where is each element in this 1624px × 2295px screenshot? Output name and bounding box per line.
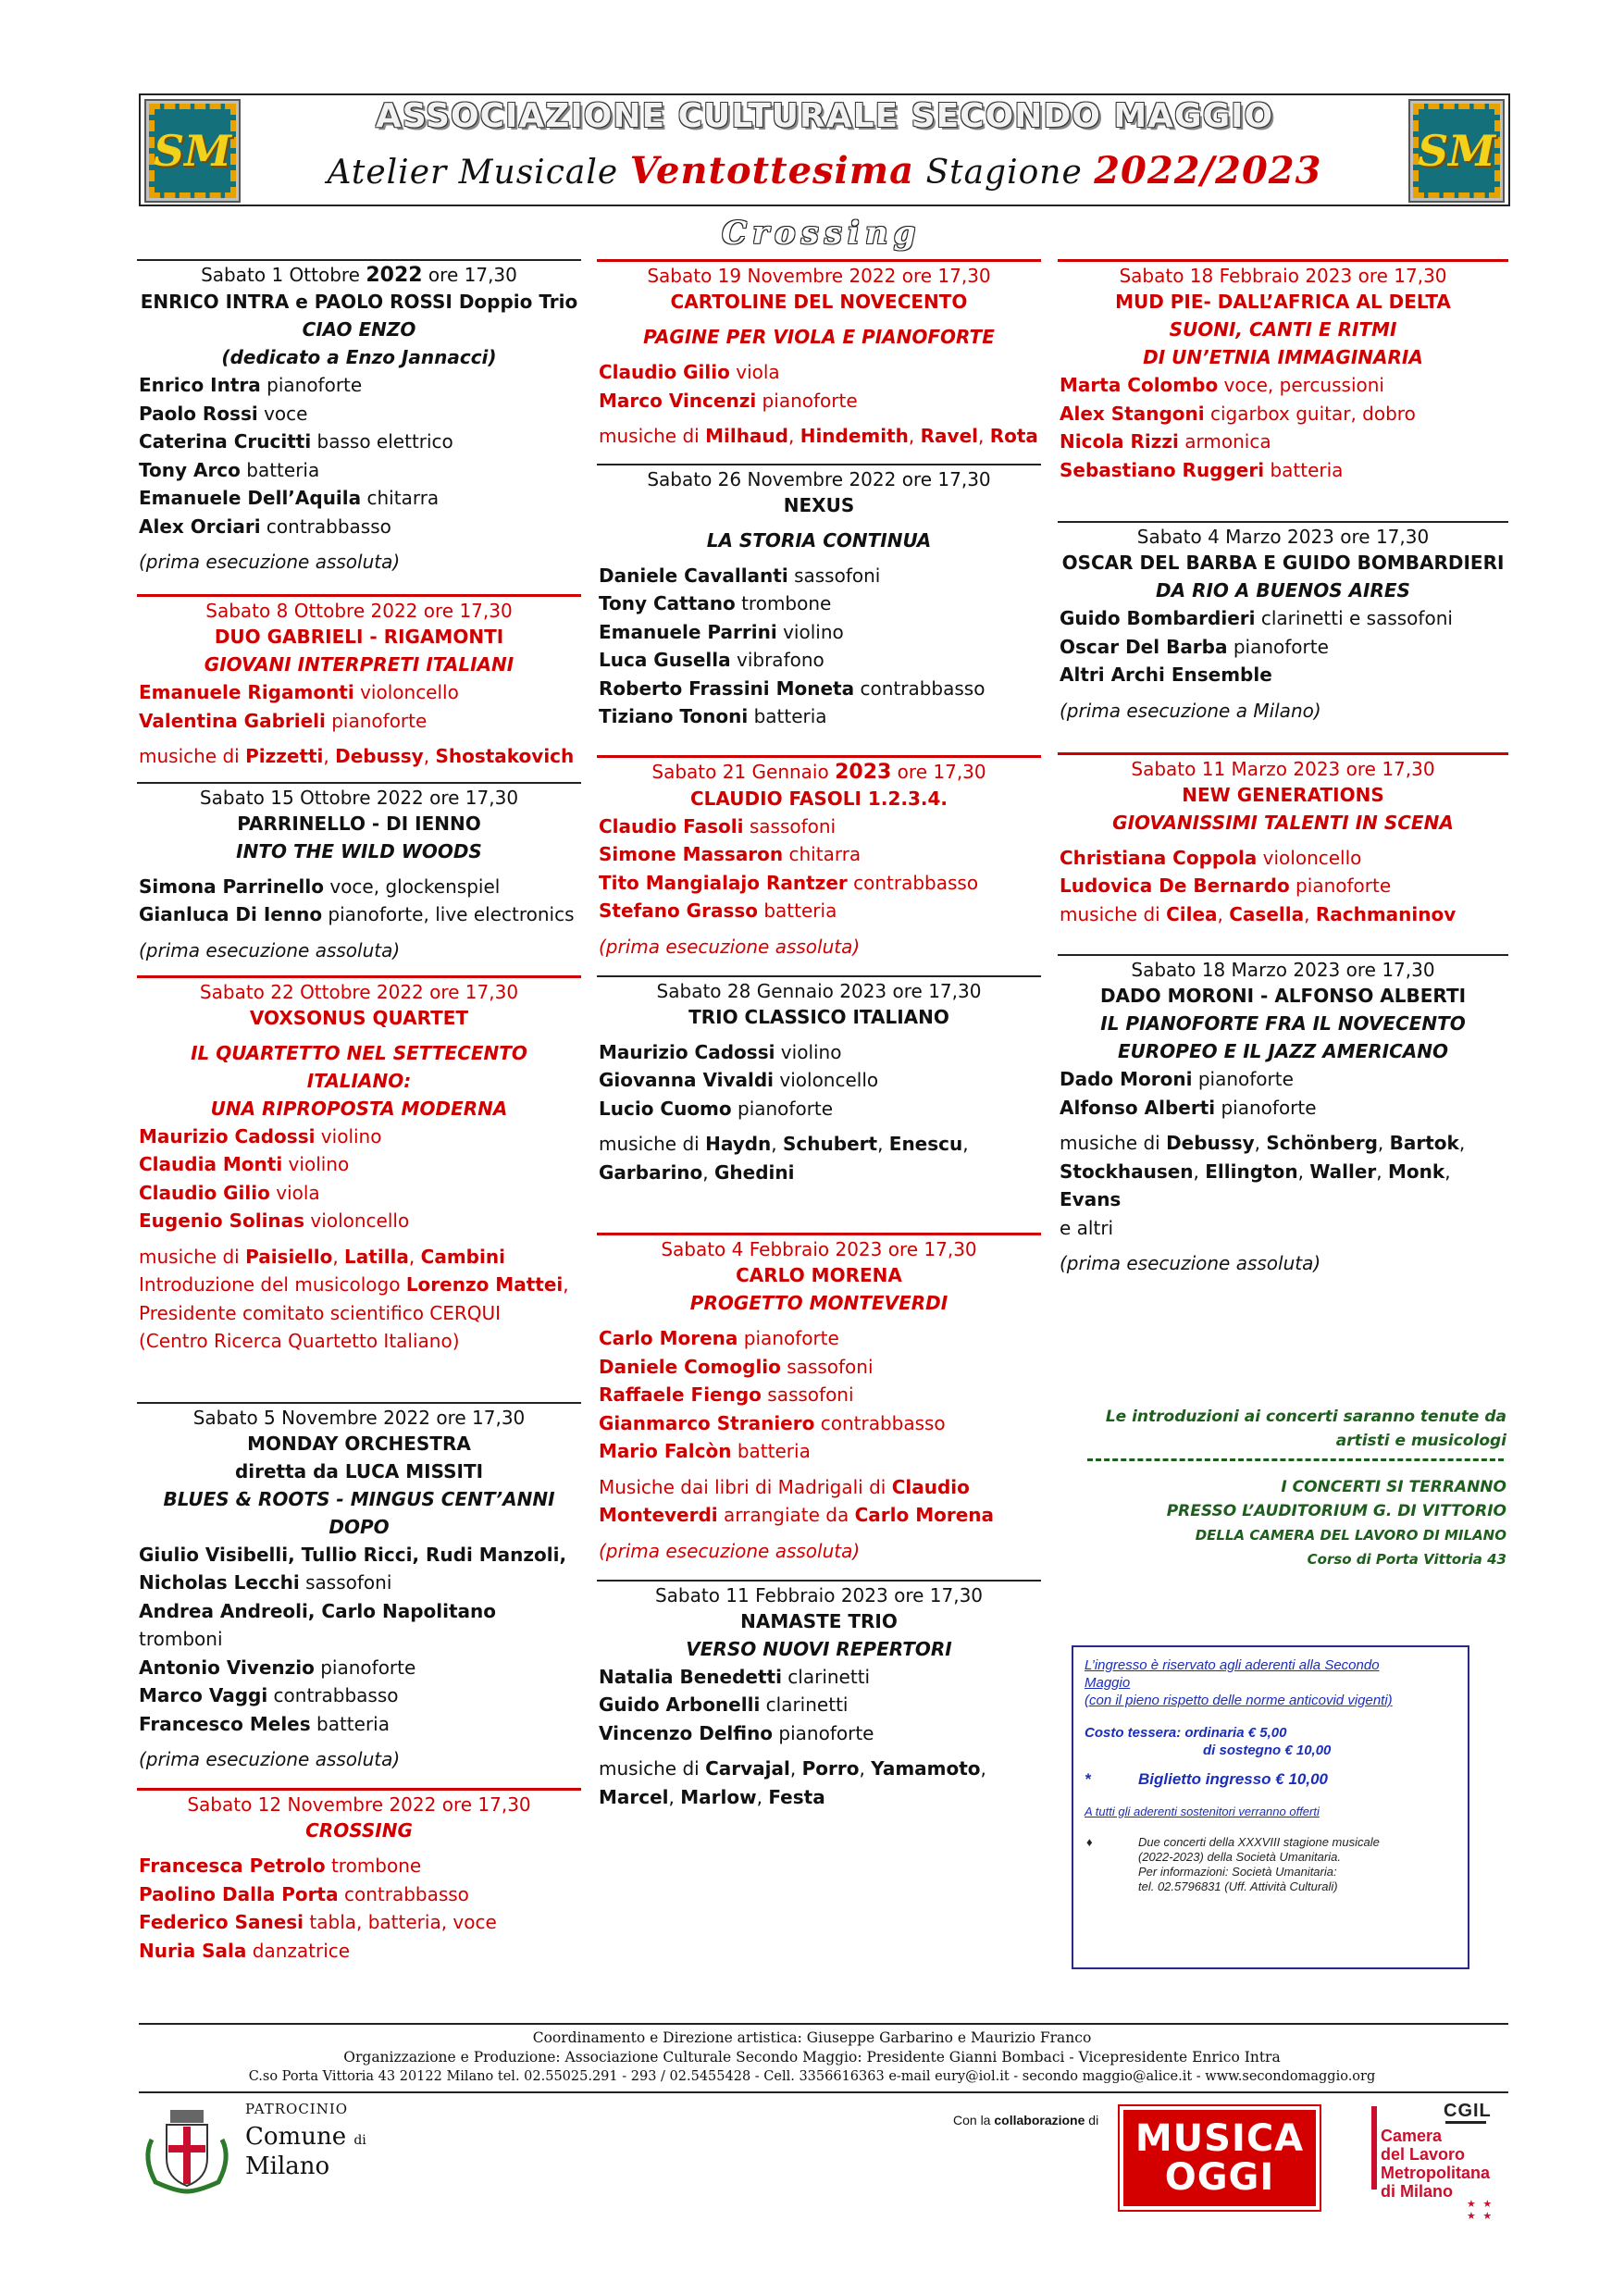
performer: Raffaele Fiengo sassofoni	[599, 1383, 854, 1406]
performer: Marco Vincenzi pianoforte	[599, 389, 858, 412]
ticket-info-box: L’ingresso è riservato agli aderenti alla Secondo Maggio (con il pieno rispetto delle norme anticovid vigenti) Costo tessera: ordinaria € 5,00 di sostegno € 10,00 * Biglietto ingresso € 10,00 A tutti gli aderenti sostenitori verranno offerti ♦ Due concerti della XXXVIII stagione musicale (2022-2023) della Società Umanitaria. Per informazioni: Società Umanitaria: tel. 02.5796831 (Uff. Attività Culturali)	[1072, 1645, 1469, 1969]
footer-rule-2	[139, 2091, 1508, 2093]
intro-note: (Centro Ricerca Quartetto Italiano)	[139, 1330, 460, 1352]
performer: Marco Vaggi contrabbasso	[139, 1684, 399, 1706]
comune-milano-logo: Comune di Milano	[245, 2123, 366, 2180]
performer: Tony Arco batteria	[139, 458, 320, 481]
performer: Giulio Visibelli, Tullio Ricci, Rudi Manzoli,	[139, 1543, 567, 1566]
concert-subtitle: (dedicato a Enzo Jannacci)	[221, 346, 497, 368]
venue-info: I CONCERTI SI TERRANNO PRESSO L’AUDITORIUM G. DI VITTORIO DELLA CAMERA DEL LAVORO DI MILANO Corso di Porta Vittoria 43	[1166, 1478, 1506, 1568]
concert-subtitle: VERSO NUOVI REPERTORI	[686, 1637, 952, 1660]
composers: musiche di Cilea, Casella, Rachmaninov	[1060, 902, 1457, 925]
concert-entry	[597, 1233, 1041, 1565]
concert-subtitle: GIOVANISSIMI TALENTI IN SCENA	[1112, 811, 1454, 834]
concert-date: Sabato 28 Gennaio 2023 ore 17,30	[656, 979, 982, 1002]
performer: Claudia Monti violino	[139, 1153, 350, 1175]
performer: Emanuele Parrini violino	[599, 620, 844, 643]
composers: Marcel, Marlow, Festa	[599, 1785, 825, 1808]
performer: Antonio Vivenzio pianoforte	[139, 1656, 416, 1679]
concert-date: Sabato 5 Novembre 2022 ore 17,30	[192, 1406, 526, 1429]
concert-entry	[597, 259, 1041, 451]
column-1	[137, 259, 581, 1965]
performer: Marta Colombo voce, percussioni	[1060, 374, 1384, 396]
concert-entry	[597, 975, 1041, 1187]
page-header	[139, 93, 1510, 206]
performer: Altri Archi Ensemble	[1060, 664, 1272, 686]
performer: Guido Arbonelli clarinetti	[599, 1693, 849, 1716]
concert-title: ENRICO INTRA e PAOLO ROSSI Doppio Trio	[140, 291, 578, 313]
concert-title: NEW GENERATIONS	[1182, 783, 1384, 806]
concert-date: Sabato 21 Gennaio 2023 ore 17,30	[651, 760, 986, 784]
performer: Tiziano Tononi batteria	[599, 705, 827, 727]
performer: Stefano Grasso batteria	[599, 899, 837, 922]
collaboration-label: Con la collaborazione di	[953, 2113, 1099, 2128]
composers: musiche di Paisiello, Latilla, Cambini	[139, 1245, 505, 1268]
performer: Natalia Benedetti clarinetti	[599, 1665, 871, 1688]
concert-subtitle: CIAO ENZO	[302, 318, 416, 341]
performer: Daniele Comoglio sassofoni	[599, 1355, 874, 1378]
concert-title: CLAUDIO FASOLI 1.2.3.4.	[690, 787, 948, 810]
concert-entry	[597, 755, 1041, 961]
performer: Caterina Crucitti basso elettrico	[139, 430, 453, 453]
performer: Tony Cattano trombone	[599, 592, 832, 614]
performer: Daniele Cavallanti sassofoni	[599, 564, 881, 587]
premiere-note: (prima esecuzione assoluta)	[139, 1748, 401, 1770]
concert-date: Sabato 12 Novembre 2022 ore 17,30	[187, 1793, 531, 1816]
sm-logo-right	[1408, 99, 1505, 203]
patrocinio-label: PATROCINIO	[245, 2101, 349, 2117]
concert-title: OSCAR DEL BARBA E GUIDO BOMBARDIERI	[1061, 552, 1505, 574]
performer: Lucio Cuomo pianoforte	[599, 1097, 834, 1120]
composers: e altri	[1060, 1216, 1114, 1239]
season-subtitle: Atelier Musicale Ventottesima Stagione 2022/2023	[327, 149, 1322, 192]
concert-date: Sabato 18 Marzo 2023 ore 17,30	[1131, 959, 1435, 981]
performer: Francesco Meles batteria	[139, 1712, 390, 1735]
concert-title: VOXSONUS QUARTET	[249, 1006, 469, 1029]
program-note: Musiche dai libri di Madrigali di Claudio	[599, 1475, 970, 1498]
program-note: Monteverdi arrangiate da Carlo Morena	[599, 1504, 995, 1526]
concert-title: PARRINELLO - DI IENNO	[237, 812, 481, 835]
concert-subtitle: BLUES & ROOTS - MINGUS CENT’ANNI DOPO	[163, 1487, 555, 1538]
composers: musiche di Haydn, Schubert, Enescu,	[599, 1133, 969, 1155]
premiere-note: (prima esecuzione a Milano)	[1060, 699, 1321, 722]
composers: Garbarino, Ghedini	[599, 1160, 795, 1184]
performer: Francesca Petrolo trombone	[139, 1855, 422, 1877]
performer: Paolo Rossi voce	[139, 402, 308, 425]
introductions-note: Le introduzioni ai concerti saranno tenute da artisti e musicologi	[1105, 1408, 1506, 1450]
performer: Ludovica De Bernardo pianoforte	[1060, 875, 1392, 897]
composers: musiche di Milhaud, Hindemith, Ravel, Rota	[599, 425, 1038, 447]
performer: Tito Mangialajo Rantzer contrabbasso	[599, 871, 979, 894]
performer: Roberto Frassini Moneta contrabbasso	[599, 676, 986, 700]
concert-title: MONDAY ORCHESTRA	[247, 1432, 471, 1455]
concert-subtitle: DI UN’ETNIA IMMAGINARIA	[1143, 346, 1423, 368]
logo-text: SM	[1417, 126, 1496, 176]
performer: Nuria Sala danzatrice	[139, 1939, 351, 1962]
concert-title: NAMASTE TRIO	[740, 1609, 898, 1632]
performer: Emanuele Dell’Aquila chitarra	[139, 487, 440, 509]
cgil-camera-lavoro-logo: CGIL Camera del Lavoro Metropolitana di Milano ★ ★ ★ ★	[1333, 2101, 1508, 2214]
concert-title: CARTOLINE DEL NOVECENTO	[670, 291, 968, 313]
concert-title: CARLO MORENA	[736, 1264, 902, 1286]
concert-entry	[137, 1788, 581, 1965]
concert-entry	[137, 1402, 581, 1774]
premiere-note: (prima esecuzione assoluta)	[139, 551, 401, 573]
composers: musiche di Carvajal, Porro, Yamamoto,	[599, 1757, 986, 1780]
concert-subtitle: GIOVANI INTERPRETI ITALIANI	[204, 653, 514, 676]
intro-note: Presidente comitato scientifico CERQUI	[139, 1301, 502, 1324]
performer: Gianluca Di Ienno pianoforte, live electronics	[139, 903, 575, 925]
performer: Emanuele Rigamonti violoncello	[139, 681, 459, 703]
concert-title: MUD PIE- DALL’AFRICA AL DELTA	[1115, 291, 1451, 313]
musica-oggi-logo: MUSICA OGGI	[1120, 2106, 1320, 2210]
footer-rule	[139, 2023, 1508, 2025]
concert-date: Sabato 15 Ottobre 2022 ore 17,30	[199, 786, 519, 809]
performer: Claudio Fasoli sassofoni	[599, 814, 837, 837]
performer: Maurizio Cadossi violino	[139, 1124, 382, 1148]
concert-date: Sabato 1 Ottobre 2022 ore 17,30	[201, 264, 517, 287]
logo-text: SM	[153, 126, 232, 176]
concert-entry	[137, 975, 581, 1356]
concert-entry	[1058, 259, 1508, 484]
concert-date: Sabato 11 Febbraio 2023 ore 17,30	[654, 1583, 984, 1606]
concert-entry	[1058, 752, 1508, 929]
composers: Stockhausen, Ellington, Waller, Monk, Evans	[1060, 1160, 1451, 1210]
concert-date: Sabato 18 Febbraio 2023 ore 17,30	[1119, 265, 1447, 287]
concert-subtitle: IL PIANOFORTE FRA IL NOVECENTO	[1100, 1012, 1466, 1035]
concert-entry	[137, 782, 581, 964]
concert-subtitle: UNA RIPROPOSTA MODERNA	[210, 1097, 508, 1120]
performer: Dado Moroni pianoforte	[1060, 1068, 1294, 1090]
performer: Gianmarco Straniero contrabbasso	[599, 1411, 946, 1434]
performer: Christiana Coppola violoncello	[1060, 846, 1362, 869]
concert-entry	[137, 259, 581, 576]
concert-subtitle: SUONI, CANTI E RITMI	[1169, 318, 1397, 341]
concert-subtitle: PROGETTO MONTEVERDI	[689, 1292, 948, 1314]
performer: Paolino Dalla Porta contrabbasso	[139, 1882, 469, 1905]
concert-title: DADO MORONI - ALFONSO ALBERTI	[1099, 985, 1467, 1007]
performer: Nicholas Lecchi sassofoni	[139, 1571, 392, 1594]
premiere-note: (prima esecuzione assoluta)	[599, 1539, 861, 1562]
concert-director: diretta da LUCA MISSITI	[234, 1459, 484, 1482]
column-3	[1058, 259, 1508, 1277]
concert-entry	[1058, 954, 1508, 1277]
concert-date: Sabato 22 Ottobre 2022 ore 17,30	[199, 980, 519, 1003]
dashed-divider	[1087, 1458, 1504, 1461]
concert-date: Sabato 11 Marzo 2023 ore 17,30	[1131, 757, 1435, 780]
premiere-note: (prima esecuzione assoluta)	[599, 935, 861, 958]
performer: Andrea Andreoli, Carlo Napolitano tromboni	[139, 1599, 497, 1650]
concert-entry	[1058, 521, 1508, 725]
performer: Oscar Del Barba pianoforte	[1060, 635, 1329, 658]
performer: Claudio Gilio viola	[139, 1181, 320, 1204]
performer: Mario Falcòn batteria	[599, 1440, 811, 1462]
stars-icon: ★ ★ ★ ★	[1467, 2198, 1494, 2222]
performer: Sebastiano Ruggeri batteria	[1060, 458, 1344, 481]
intro-note: Introduzione del musicologo Lorenzo Mattei,	[139, 1273, 569, 1296]
performer: Alex Orciari contrabbasso	[139, 515, 391, 538]
concert-subtitle: EUROPEO E IL JAZZ AMERICANO	[1117, 1040, 1449, 1062]
concert-subtitle: CROSSING	[305, 1819, 413, 1842]
concert-date: Sabato 19 Novembre 2022 ore 17,30	[647, 265, 991, 287]
performer: Enrico Intra pianoforte	[139, 374, 363, 396]
performer: Valentina Gabrieli pianoforte	[139, 709, 428, 732]
premiere-note: (prima esecuzione assoluta)	[1060, 1252, 1321, 1274]
performer: Simona Parrinello voce, glockenspiel	[139, 875, 501, 898]
performer: Carlo Morena pianoforte	[599, 1327, 839, 1349]
concert-title: DUO GABRIELI - RIGAMONTI	[214, 626, 504, 648]
composers: musiche di Pizzetti, Debussy, Shostakovich	[139, 745, 575, 767]
performer: Guido Bombardieri clarinetti e sassofoni	[1060, 607, 1453, 629]
concert-date: Sabato 26 Novembre 2022 ore 17,30	[647, 467, 991, 490]
concert-date: Sabato 4 Marzo 2023 ore 17,30	[1136, 526, 1430, 548]
performer: Eugenio Solinas violoncello	[139, 1210, 410, 1232]
performer: Maurizio Cadossi violino	[599, 1040, 842, 1063]
performer: Federico Sanesi tabla, batteria, voce	[139, 1911, 497, 1933]
footer-direction: Coordinamento e Direzione artistica: Giuseppe Garbarino e Maurizio Franco	[532, 2029, 1092, 2046]
concert-subtitle: INTO THE WILD WOODS	[236, 839, 482, 862]
footer-organization: Organizzazione e Produzione: Associazione Culturale Secondo Maggio: Presidente Gianni Bombaci - Vicepresidente Enrico Intra	[343, 2049, 1281, 2066]
premiere-note: (prima esecuzione assoluta)	[139, 938, 401, 961]
performer: Nicola Rizzi armonica	[1060, 430, 1271, 453]
performer: Alfonso Alberti pianoforte	[1060, 1096, 1317, 1119]
concert-entry	[137, 594, 581, 771]
association-title: ASSOCIAZIONE CULTURALE SECONDO MAGGIO	[375, 97, 1274, 135]
concert-subtitle: DA RIO A BUENOS AIRES	[1156, 579, 1410, 602]
concert-title: TRIO CLASSICO ITALIANO	[688, 1005, 949, 1028]
concert-title: NEXUS	[783, 493, 855, 516]
concert-subtitle: IL QUARTETTO NEL SETTECENTO ITALIANO:	[191, 1041, 527, 1092]
concert-date: Sabato 8 Ottobre 2022 ore 17,30	[205, 600, 513, 622]
performer: Vincenzo Delfino pianoforte	[599, 1721, 874, 1744]
performer: Luca Gusella vibrafono	[599, 649, 824, 671]
concert-date: Sabato 4 Febbraio 2023 ore 17,30	[661, 1238, 977, 1260]
composers: musiche di Debussy, Schönberg, Bartok,	[1060, 1132, 1466, 1154]
concert-entry	[597, 464, 1041, 731]
concert-entry	[597, 1580, 1041, 1812]
milano-crest-icon	[139, 2103, 235, 2195]
concert-subtitle: PAGINE PER VIOLA E PIANOFORTE	[643, 326, 995, 348]
performer: Giovanna Vivaldi violoncello	[599, 1069, 879, 1091]
series-title: Crossing	[722, 215, 922, 252]
concert-subtitle: LA STORIA CONTINUA	[706, 528, 932, 552]
footer-contacts: C.so Porta Vittoria 43 20122 Milano tel. 02.55025.291 - 293 / 02.5455428 - Cell. 3356616363 e-mail eury@iol.it - secondo maggio@alice.it - www.secondomaggio.org	[248, 2069, 1376, 2084]
performer: Alex Stangoni cigarbox guitar, dobro	[1060, 402, 1416, 425]
performer: Simone Massaron chitarra	[599, 843, 862, 865]
performer: Claudio Gilio viola	[599, 361, 780, 383]
column-2	[597, 259, 1041, 1811]
